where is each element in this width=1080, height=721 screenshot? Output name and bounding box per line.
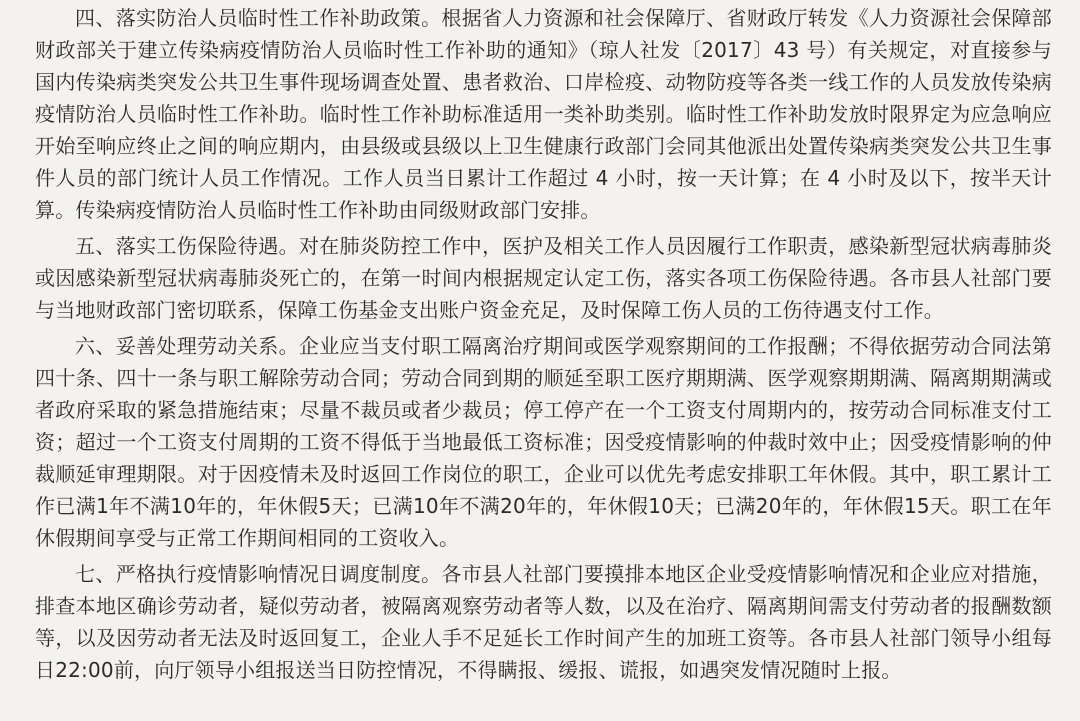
paragraph-subsidy-policy: 四、落实防治人员临时性工作补助政策。根据省人力资源和社会保障厅、省财政厅转发《人力资源社会保障部 财政部关于建立传染病疫情防治人员临时性工作补助的通知》（琼人社发〔2017〕43 号）有关规定，对直接参与国内传染病类突发公共卫生事件现场调查处置、患者救治、口岸检疫、动物防疫等各类一线工作的人员发放传染病疫情防治人员临时性工作补助。临时性工作补助标准适用一类补助类别。临时性工作补助发放时限界定为应急响应开始至响应终止之间的响应期内，由县级或县级以上卫生健康行政部门会同其他派出处置传染病类突发公共卫生事件人员的部门统计人员工作情况。工作人员当日累计工作超过 4 小时，按一天计算；在 4 小时及以下，按半天计算。传染病疫情防治人员临时性工作补助由同级财政部门安排。 (35, 6, 1052, 222)
paragraph-labor-relations: 六、妥善处理劳动关系。企业应当支付职工隔离治疗期间或医学观察期间的工作报酬；不得依据劳动合同法第四十条、四十一条与职工解除劳动合同；劳动合同到期的顺延至职工医疗期期满、医学观察期期满、隔离期期满或者政府采取的紧急措施结束；尽量不裁员或者少裁员；停工停产在一个工资支付周期内的，按劳动合同标准支付工资；超过一个工资支付周期的工资不得低于当地最低工资标准；因受疫情影响的仲裁时效中止；因受疫情影响的仲裁顺延审理期限。对于因疫情未及时返回工作岗位的职工，企业可以优先考虑安排职工年休假。其中，职工累计工作已满1年不满10年的，年休假5天；已满10年不满20年的，年休假10天；已满20年的，年休假15天。职工在年休假期间享受与正常工作期间相同的工资收入。 (35, 334, 1052, 550)
paragraph-daily-reporting: 七、严格执行疫情影响情况日调度制度。各市县人社部门要摸排本地区企业受疫情影响情况和企业应对措施，排查本地区确诊劳动者，疑似劳动者，被隔离观察劳动者等人数，以及在治疗、隔离期间需支付劳动者的报酬数额等，以及因劳动者无法及时返回复工，企业人手不足延长工作时间产生的加班工资等。各市县人社部门领导小组每日22:00前，向厅领导小组报送当日防控情况，不得瞒报、缓报、谎报，如遇突发情况随时上报。 (35, 562, 1052, 682)
paragraph-work-injury-insurance: 五、落实工伤保险待遇。对在肺炎防控工作中，医护及相关工作人员因履行工作职责，感染新型冠状病毒肺炎或因感染新型冠状病毒肺炎死亡的，在第一时间内根据规定认定工伤，落实各项工伤保险待遇。各市县人社部门要与当地财政部门密切联系，保障工伤基金支出账户资金充足，及时保障工伤人员的工伤待遇支付工作。 (35, 234, 1052, 322)
